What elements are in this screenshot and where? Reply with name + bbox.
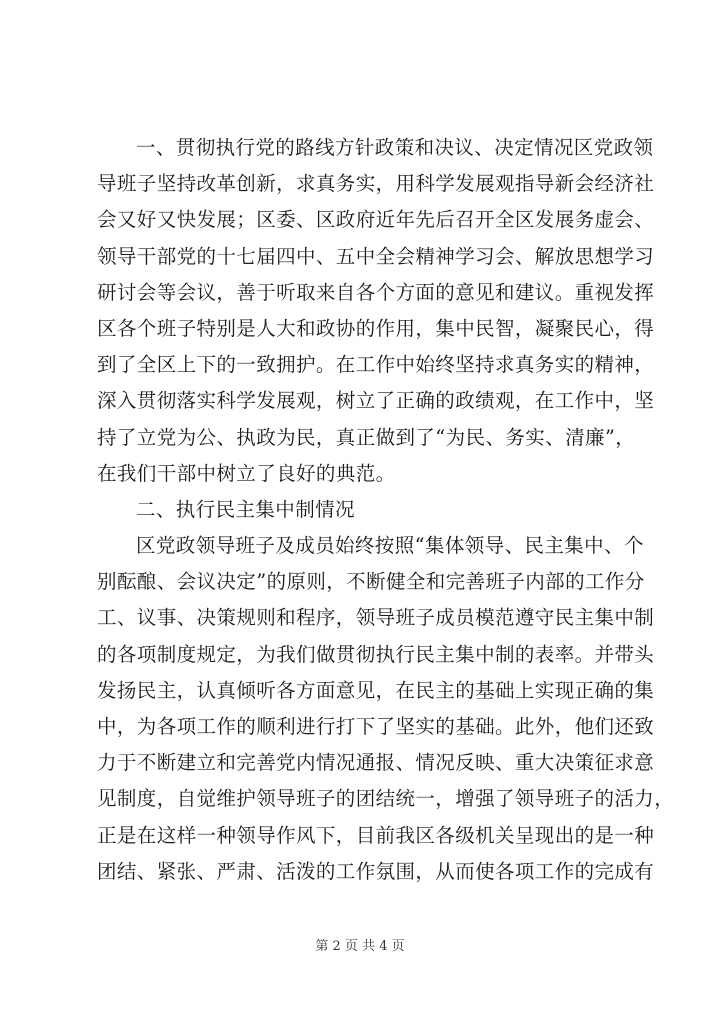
paragraph-line: 区各个班子特别是人大和政协的作用，集中民智，凝聚民心，得	[97, 316, 655, 340]
document-body	[97, 130, 675, 890]
page-number-footer: 第 2 页 共 4 页	[315, 939, 405, 954]
paragraph-line: 别酝酿、会议决定”的原则，不断健全和完善班子内部的工作分	[97, 570, 645, 594]
paragraph-line: 领导干部党的十七届四中、五中全会精神学习会、解放思想学习	[97, 244, 655, 268]
paragraph-line: 中，为各项工作的顺利进行打下了坚实的基础。此外，他们还致	[97, 715, 655, 738]
paragraph-line: 导班子坚持改革创新，求真务实，用科学发展观指导新会经济社	[97, 172, 655, 196]
paragraph-line: 见制度，自觉维护领导班子的团结统一，增强了领导班子的活力，	[97, 787, 675, 811]
paragraph-line: 在我们干部中树立了良好的典范。	[97, 461, 396, 485]
paragraph-line: 到了全区上下的一致拥护。在工作中始终坚持求真务实的精神，	[97, 353, 655, 377]
paragraph-line: 研讨会等会议，善于听取来自各个方面的意见和建议。重视发挥	[97, 280, 655, 304]
paragraph-line: 区党政领导班子及成员始终按照“集体领导、民主集中、个	[136, 534, 644, 558]
paragraph-line: 的各项制度规定，为我们做贯彻执行民主集中制的表率。并带头	[97, 642, 655, 666]
paragraph-line: 一、贯彻执行党的路线方针政策和决议、决定情况区党政领	[136, 136, 654, 159]
paragraph-line: 工、议事、决策规则和程序，领导班子成员模范遵守民主集中制	[97, 606, 655, 630]
paragraph-line: 深入贯彻落实科学发展观，树立了正确的政绩观，在工作中，坚	[97, 389, 655, 413]
paragraph-line: 发扬民主，认真倾听各方面意见，在民主的基础上实现正确的集	[97, 678, 655, 702]
paragraph-line: 正是在这样一种领导作风下，目前我区各级机关呈现出的是一种	[97, 823, 655, 847]
paragraph-line: 持了立党为公、执政为民，真正做到了“为民、务实、清廉”，	[97, 425, 636, 449]
section-heading: 二、执行民主集中制情况	[136, 497, 355, 521]
paragraph-line: 团结、紧张、严肃、活泼的工作氛围，从而使各项工作的完成有	[97, 859, 655, 883]
paragraph-line: 力于不断建立和完善党内情况通报、情况反映、重大决策征求意	[97, 751, 655, 775]
paragraph-line: 会又好又快发展；区委、区政府近年先后召开全区发展务虚会、	[97, 208, 655, 232]
